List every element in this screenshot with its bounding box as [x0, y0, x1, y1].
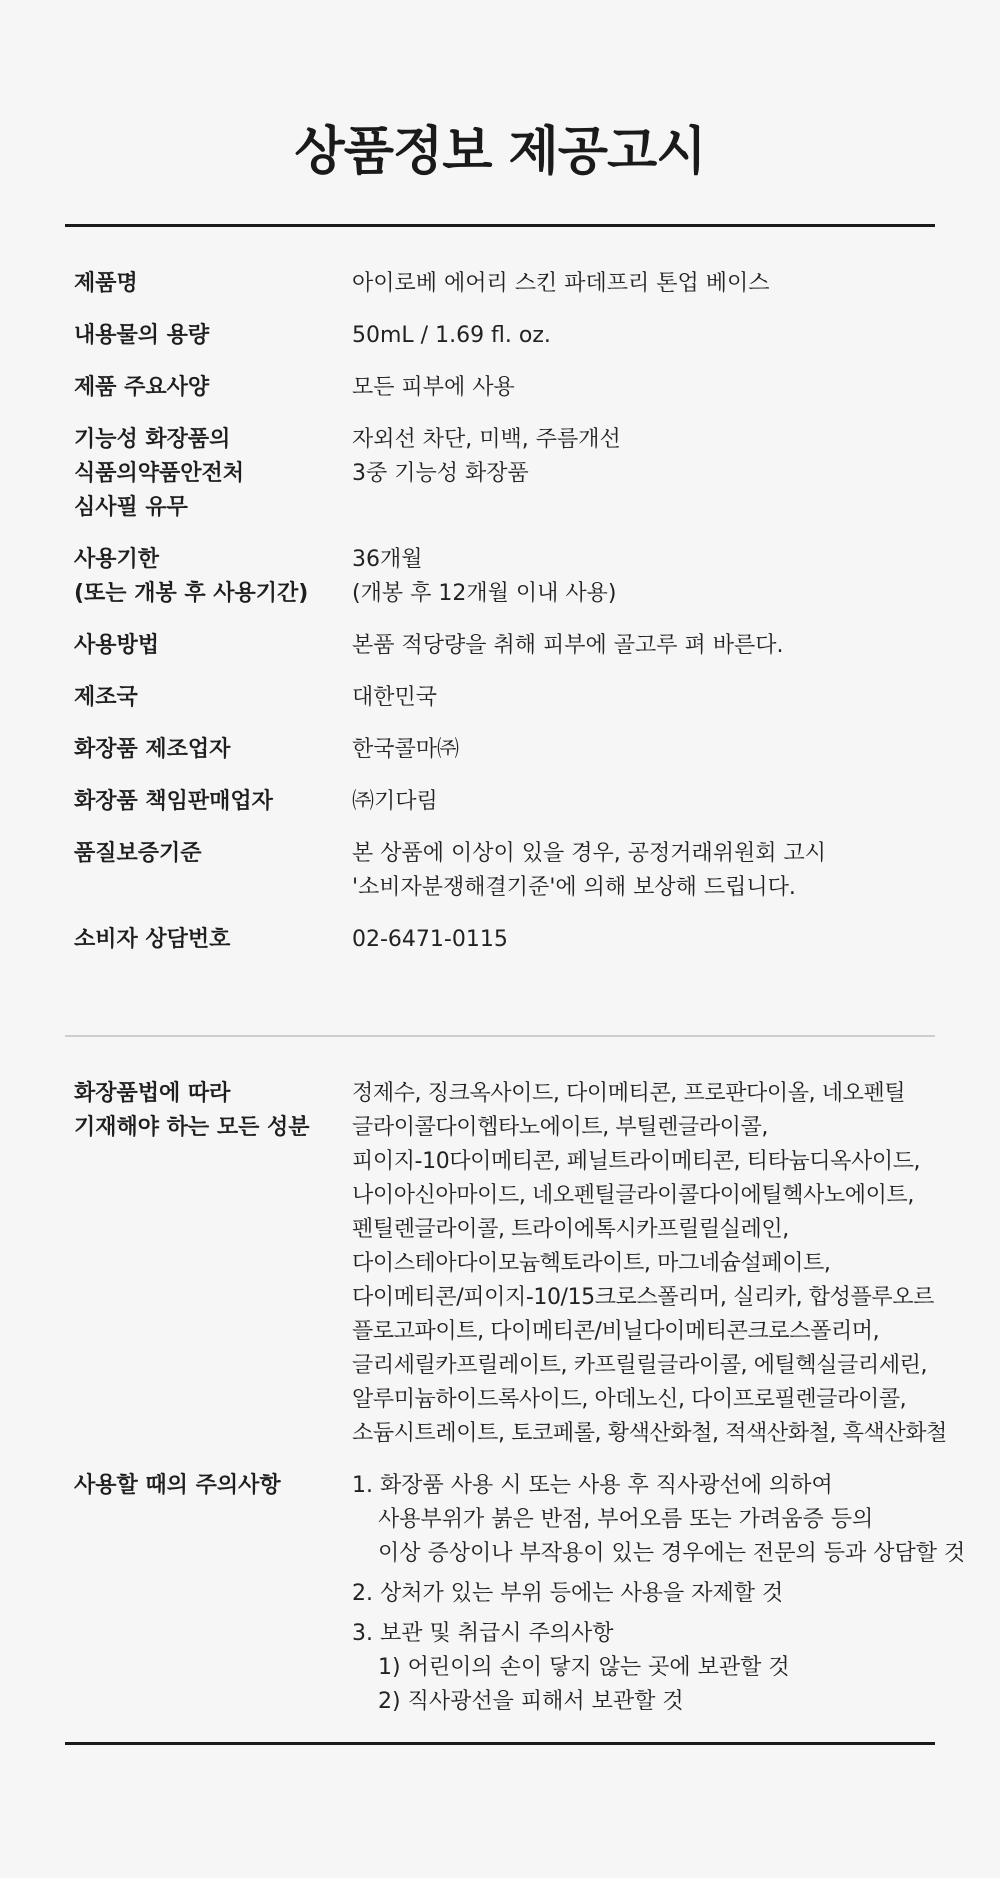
ingredients-section: [65, 1037, 966, 1757]
caution-item-subline: 1) 어린이의 손이 닿지 않는 곳에 보관할 것: [378, 1655, 790, 1680]
row-value-line: 36개월: [352, 547, 423, 572]
row-value: [352, 785, 935, 819]
row-value-line: 아이로베 에어리 스킨 파데프리 톤업 베이스: [352, 271, 770, 296]
caution-item: [352, 1577, 965, 1611]
ingredient-line: 알루미늄하이드록사이드, 아데노신, 다이프로필렌글라이콜,: [352, 1387, 907, 1412]
info-row: [65, 423, 935, 525]
row-label-line: 내용물의 용량: [74, 323, 210, 348]
row-label-line: (또는 개봉 후 사용기간): [74, 581, 309, 606]
ingredient-line: 정제수, 징크옥사이드, 다이메티콘, 프로판다이올, 네오펜틸: [352, 1081, 906, 1106]
page-title: 상품정보 제공고시: [294, 122, 706, 182]
row-label-line: 심사필 유무: [74, 495, 188, 520]
caution-list: [352, 1469, 965, 1725]
info-row: [65, 681, 935, 715]
row-value-line: 02-6471-0115: [352, 927, 508, 952]
row-value-line: 3중 기능성 화장품: [352, 461, 529, 486]
ingredient-line: 소듐시트레이트, 토코페롤, 황색산화철, 적색산화철, 흑색산화철: [352, 1421, 947, 1446]
row-value: [352, 423, 935, 525]
row-value-line: 50mL / 1.69 fl. oz.: [352, 323, 551, 348]
ingredient-line: 글라이콜다이헵타노에이트, 부틸렌글라이콜,: [352, 1115, 768, 1140]
ingredient-line: 나이아신아마이드, 네오펜틸글라이콜다이에틸헥사노에이트,: [352, 1183, 914, 1208]
caution-item-subline: 이상 증상이나 부작용이 있는 경우에는 전문의 등과 상담할 것: [378, 1541, 966, 1566]
row-value-line: 한국콜마㈜: [352, 737, 460, 762]
ingredient-line: 피이지-10다이메티콘, 페닐트라이메티콘, 티타늄디옥사이드,: [352, 1149, 921, 1174]
bottom-divider: [65, 1742, 935, 1745]
info-row: [65, 785, 935, 819]
ingredient-line: 펜틸렌글라이콜, 트라이에톡시카프릴릴실레인,: [352, 1217, 789, 1242]
ingredient-line: 다이스테아다이모늄헥토라이트, 마그네슘설페이트,: [352, 1251, 831, 1276]
row-label: [65, 681, 352, 715]
ingredients-label-line: 기재해야 하는 모든 성분: [74, 1115, 310, 1140]
row-label: [65, 319, 352, 353]
row-label-line: 소비자 상담번호: [74, 927, 231, 952]
info-row: [65, 319, 935, 353]
row-value-line: ㈜기다림: [352, 789, 438, 814]
row-label: [65, 923, 352, 957]
row-label: [65, 837, 352, 905]
caution-item-text: 1. 화장품 사용 시 또는 사용 후 직사광선에 의하여: [352, 1473, 833, 1498]
row-value: [352, 733, 935, 767]
row-label-line: 제품명: [74, 271, 138, 296]
ingredients-row: [65, 1077, 947, 1451]
row-value: [352, 681, 935, 715]
info-row: [65, 923, 935, 957]
row-value: [352, 319, 935, 353]
row-value-line: 본 상품에 이상이 있을 경우, 공정거래위원회 고시: [352, 841, 826, 866]
row-value: [352, 371, 935, 405]
row-label-line: 제품 주요사양: [74, 375, 210, 400]
row-value: [352, 923, 935, 957]
row-value-line: 대한민국: [352, 685, 438, 710]
row-value: [352, 837, 935, 905]
row-label: [65, 423, 352, 525]
ingredients-value: [352, 1077, 947, 1451]
row-label-line: 식품의약품안전처: [74, 461, 245, 486]
info-row: [65, 733, 935, 767]
info-row: [65, 837, 935, 905]
row-value-line: (개봉 후 12개월 이내 사용): [352, 581, 617, 606]
caution-item-subline: 2) 직사광선을 피해서 보관할 것: [378, 1689, 684, 1714]
row-label-line: 화장품 책임판매업자: [74, 789, 273, 814]
ingredient-line: 다이메티콘/피이지-10/15크로스폴리머, 실리카, 합성플루오르: [352, 1285, 934, 1310]
row-label-line: 품질보증기준: [74, 841, 202, 866]
info-row: [65, 371, 935, 405]
info-row: [65, 629, 935, 663]
row-label-line: 사용기한: [74, 547, 160, 572]
row-value-line: 모든 피부에 사용: [352, 375, 515, 400]
row-value-line: 본품 적당량을 취해 피부에 골고루 펴 바른다.: [352, 633, 784, 658]
row-label-line: 기능성 화장품의: [74, 427, 231, 452]
row-value-line: '소비자분쟁해결기준'에 의해 보상해 드립니다.: [352, 875, 796, 900]
info-table: [65, 227, 935, 1035]
caution-label: 사용할 때의 주의사항: [74, 1473, 281, 1498]
ingredients-label-line: 화장품법에 따라: [74, 1081, 231, 1106]
row-value: [352, 629, 935, 663]
info-row: [65, 543, 935, 611]
row-label: [65, 543, 352, 611]
ingredient-line: 플로고파이트, 다이메티콘/비닐다이메티콘크로스폴리머,: [352, 1319, 880, 1344]
caution-item-text: 3. 보관 및 취급시 주의사항: [352, 1621, 614, 1646]
ingredients-label: [65, 1077, 352, 1451]
row-label: [65, 629, 352, 663]
caution-item-subline: 사용부위가 붉은 반점, 부어오름 또는 가려움증 등의: [378, 1507, 874, 1532]
caution-item-text: 2. 상처가 있는 부위 등에는 사용을 자제할 것: [352, 1581, 784, 1606]
row-label-line: 사용방법: [74, 633, 160, 658]
row-label-line: 제조국: [74, 685, 138, 710]
caution-item: [352, 1469, 965, 1571]
caution-item: [352, 1617, 965, 1719]
row-value-line: 자외선 차단, 미백, 주름개선: [352, 427, 621, 452]
ingredient-line: 글리세릴카프릴레이트, 카프릴릴글라이콜, 에틸헥실글리세린,: [352, 1353, 928, 1378]
row-label: [65, 733, 352, 767]
row-label: [65, 267, 352, 301]
row-label: [65, 371, 352, 405]
row-value: [352, 267, 935, 301]
row-value: [352, 543, 935, 611]
row-label-line: 화장품 제조업자: [74, 737, 231, 762]
row-label: [65, 785, 352, 819]
caution-row: [65, 1469, 966, 1725]
info-row: [65, 267, 935, 301]
